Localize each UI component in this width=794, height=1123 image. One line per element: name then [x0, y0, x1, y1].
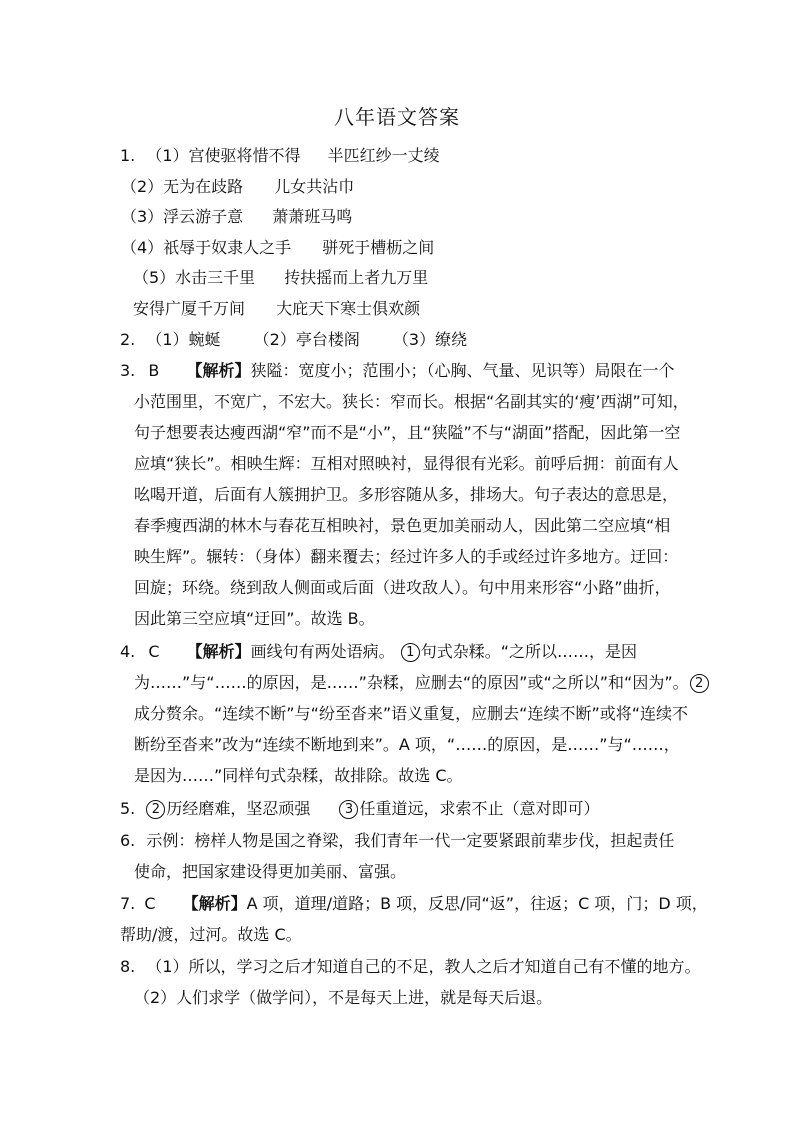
circled-number-2: 2: [146, 800, 165, 819]
q2-line: [120, 328, 467, 352]
q1-line-6: [133, 297, 420, 321]
q1-3-second-half: 萧萧班马鸣: [272, 207, 353, 226]
q7-answer: C: [144, 894, 156, 913]
q7-line-1: [120, 892, 708, 916]
q4-line-2: [134, 671, 710, 695]
circled-number-2: 2: [690, 674, 709, 693]
q1-number: 1.: [120, 146, 136, 165]
q6-line-1: [120, 829, 674, 853]
q8-line-1: [120, 955, 701, 979]
q3-answer: B: [148, 361, 160, 380]
q1-5-second-half: 抟扶摇而上者九万里: [284, 268, 429, 287]
q8-answer-1: （1）所以，学习之后才知道自己的不足，教人之后才知道自己有不懂的地方。: [146, 957, 701, 976]
q1-4-second-half: 骈死于槽枥之间: [322, 238, 435, 257]
q2-answer-1: （1）蜿蜒: [146, 330, 221, 349]
q3-analysis-line: 狭隘：宽度小；范围小；（心胸、气量、见识等）局限在一个: [250, 361, 675, 380]
q1-1-first-half: （1）宫使驱将惜不得: [146, 146, 301, 165]
q3-analysis-line: 应填“狭长”。相映生辉：互相对照映衬，显得很有光彩。前呼后拥：前面有人: [134, 454, 679, 473]
q7-analysis-tag: 【解析】: [182, 894, 247, 913]
q2-answer-3: （3）缭绕: [392, 330, 468, 349]
q8-answer-2: （2）人们求学（做学问），不是每天上进，就是每天后退。: [134, 988, 553, 1007]
q6-number: 6.: [120, 831, 136, 850]
q5-answer-2: 历经磨难，坚忍顽强: [166, 799, 311, 818]
q4-analysis-text: 画线句有两处语病。: [250, 642, 395, 661]
q3-analysis-line: 回旋；环绕。绕到敌人侧面或后面（进攻敌人）。句中用来形容“小路”曲折，: [134, 578, 671, 597]
q8-number: 8.: [120, 957, 136, 976]
q4-analysis-text: 为……”与“……的原因，是……”杂糅，应删去“的原因”或“之所以”和“因为”。: [134, 673, 689, 692]
q6-answer-text: 示例：榜样人物是国之脊梁，我们青年一代一定要紧跟前辈步伐，担起责任: [146, 831, 675, 850]
q1-line-5: [133, 266, 428, 290]
q2-answer-2: （2）亭台楼阁: [253, 330, 360, 349]
q5-line: [120, 797, 599, 821]
q3-number: 3.: [120, 361, 136, 380]
q3-analysis-tag: 【解析】: [186, 361, 251, 380]
q3-analysis-line: 春季瘦西湖的林木与春花互相映衬，景色更加美丽动人，因此第二空应填“相: [134, 516, 671, 535]
q4-answer: C: [148, 642, 160, 661]
q1-line-2: [121, 175, 354, 199]
q6-answer-line: 使命，把国家建设得更加美丽、富强。: [134, 862, 407, 881]
q7-analysis-text: A 项，道理/道路；B 项，反思/同“返”，往返；C 项，门；D 项，: [246, 894, 708, 913]
q1-5-first-half: （5）水击三千里: [133, 268, 256, 287]
q4-line-1: [120, 640, 637, 664]
q4-number: 4.: [120, 642, 136, 661]
q4-analysis-text: 句式杂糅。“之所以……，是因: [420, 642, 638, 661]
q1-1-second-half: 半匹红纱一丈绫: [327, 146, 440, 165]
q1-2-first-half: （2）无为在歧路: [121, 177, 244, 196]
document-title: 八年语文答案: [334, 105, 460, 129]
q1-line-1: [120, 144, 440, 168]
circled-number-3: 3: [339, 800, 358, 819]
q4-analysis-line: 断纷至沓来”改为“连续不断地到来”。A 项，“……的原因，是……”与“……，: [134, 735, 680, 754]
q7-number: 7.: [120, 894, 136, 913]
q3-analysis-line: 句子想要表达瘦西湖“窄”而不是“小”，且“狭隘”不与“湖面”搭配，因此第一空: [134, 423, 681, 442]
q3-analysis-line: 小范围里，不宽广，不宏大。狭长：窄而长。根据“名副其实的‘瘦’西湖”可知，: [134, 392, 689, 411]
q4-analysis-line: 成分赘余。“连续不断”与“纷至沓来”语义重复，应删去“连续不断”或将“连续不: [134, 704, 689, 723]
q3-analysis-line: 因此第三空应填“迂回”。故选 B。: [134, 609, 375, 628]
q5-number: 5.: [120, 799, 136, 818]
circled-number-1: 1: [401, 643, 420, 662]
q4-analysis-tag: 【解析】: [186, 642, 251, 661]
q1-6-first-half: 安得广厦千万间: [133, 299, 246, 318]
q1-line-3: [121, 205, 352, 229]
q1-4-first-half: （4）祇辱于奴隶人之手: [121, 238, 292, 257]
q3-analysis-line: 映生辉”。辗转：（身体）翻来覆去；经过许多人的手或经过许多地方。迂回：: [134, 547, 679, 566]
q3-analysis-line: 吆喝开道，后面有人簇拥护卫。多形容随从多，排场大。句子表达的意思是，: [134, 485, 679, 504]
q1-6-second-half: 大庇天下寒士俱欢颜: [276, 299, 421, 318]
q7-analysis-line: 帮助/渡，过河。故选 C。: [120, 925, 302, 944]
q3-line-1: [120, 359, 674, 383]
q1-line-4: [121, 236, 434, 260]
q1-2-second-half: 儿女共沾巾: [274, 177, 355, 196]
q4-analysis-line: 是因为……”同样句式杂糅，故排除。故选 C。: [134, 766, 463, 785]
q1-3-first-half: （3）浮云游子意: [121, 207, 244, 226]
q2-number: 2.: [120, 330, 136, 349]
q5-answer-3: 任重道远，求索不止（意对即可）: [359, 799, 600, 818]
